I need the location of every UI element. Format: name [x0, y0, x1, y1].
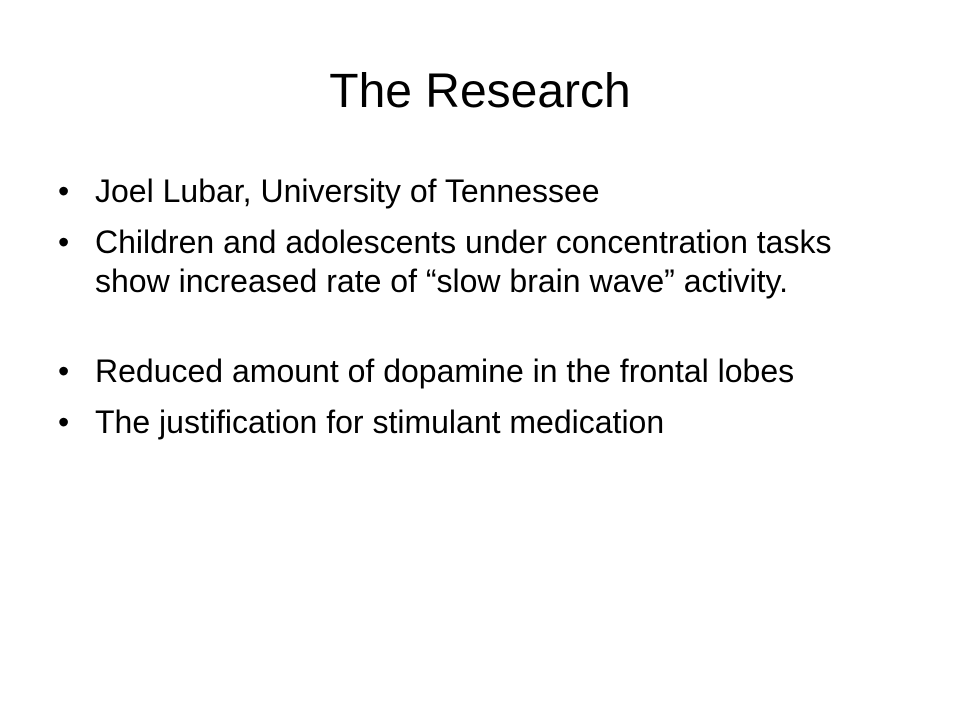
bullet-text: Joel Lubar, University of Tennessee [95, 173, 600, 209]
bullet-item-3 [58, 352, 898, 391]
bullet-text: Reduced amount of dopamine in the frontal lobes [95, 353, 795, 389]
bullet-icon: • [58, 404, 70, 440]
bullet-icon: • [58, 224, 70, 260]
bullet-item-1 [58, 172, 898, 211]
slide-title: The Research [329, 65, 631, 118]
bullet-text: The justification for stimulant medication [95, 404, 665, 440]
bullet-list [58, 172, 898, 454]
bullet-icon: • [58, 173, 70, 209]
bullet-text: Children and adolescents under concentration tasks show increased rate of “slow brain wave” activity. [95, 224, 832, 299]
bullet-item-2 [58, 223, 898, 301]
bullet-icon: • [58, 353, 70, 389]
bullet-item-4 [58, 403, 898, 442]
